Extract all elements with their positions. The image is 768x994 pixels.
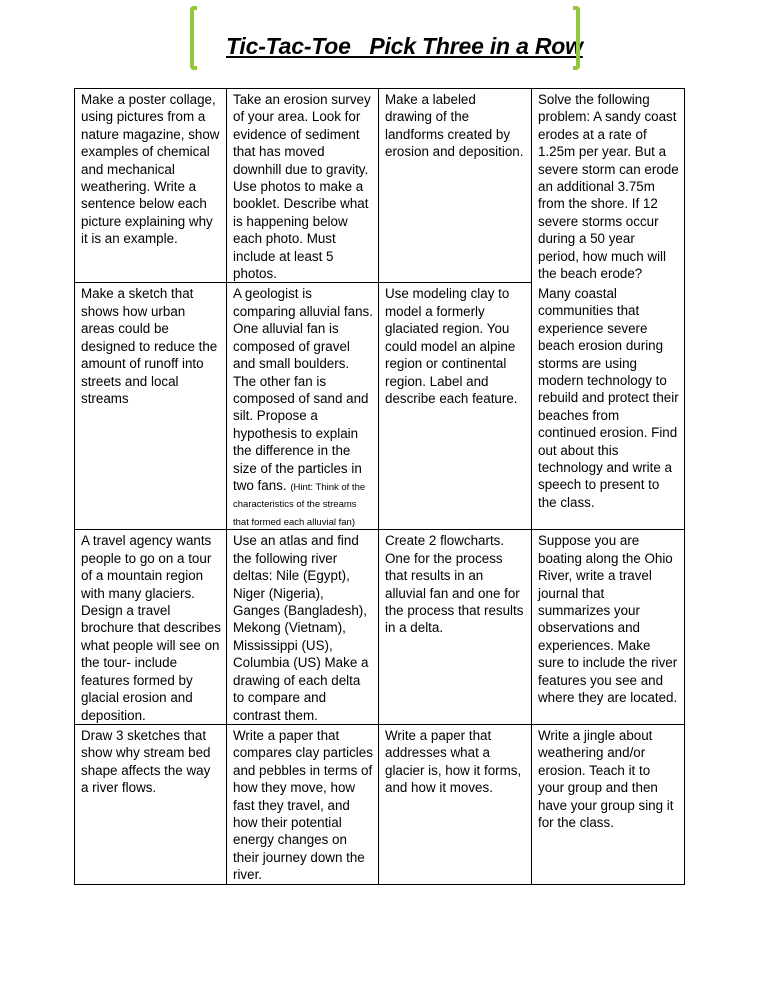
table-row (75, 283, 685, 530)
cell-text: Many coastal communities that experience severe beach erosion during storms are using modern technology to rebuild and protect their beaches from continued erosion. Find out about this technology and write a speech to present to the class. (538, 285, 679, 510)
cell-text: Draw 3 sketches that show why stream bed shape affects the way a river flows. (81, 727, 211, 796)
cell-text: Solve the following problem: A sandy coast erodes at a rate of 1.25m per year. But a severe storm can erode an additional 3.75m from the shore. If 12 severe storms occur during a 50 year period, how much will the beach erode? (538, 92, 679, 282)
table-row (75, 89, 685, 283)
cell-text: Use modeling clay to model a formerly glaciated region. You could model an alpine region or continental region. Label and describe each feature. (385, 286, 518, 406)
cell-text: Take an erosion survey of your area. Look for evidence of sediment that has moved downhill due to gravity. Use photos to make a booklet. Describe what is happening below each photo. Must include at least 5 photos. (233, 92, 371, 282)
table-cell (532, 89, 685, 283)
table-cell (75, 283, 227, 530)
table-row (75, 530, 685, 724)
right-bracket-decoration (573, 6, 580, 70)
cell-text: Write a paper that addresses what a glacier is, how it forms, and how it moves. (385, 727, 522, 796)
cell-text: Make a labeled drawing of the landforms created by erosion and deposition. (385, 92, 524, 160)
left-bracket-decoration (190, 6, 197, 70)
title-block (190, 6, 583, 70)
cell-text: A travel agency wants people to go on a tour of a mountain region with many glaciers. Design a travel brochure that describes what people will see on the tour- include features formed by glacial erosion and deposition. (81, 533, 221, 723)
table-cell (379, 724, 532, 884)
cell-text: Make a sketch that shows how urban areas could be designed to reduce the amount of runoff into streets and local streams (81, 286, 218, 406)
table-cell (227, 283, 379, 530)
table-cell (379, 530, 532, 724)
table-cell (379, 283, 532, 530)
cell-text: Write a jingle about weathering and/or erosion. Teach it to your group and then have your group sing it for the class. (538, 727, 674, 830)
table-cell (75, 724, 227, 884)
cell-text: Suppose you are boating along the Ohio River, write a travel journal that summarizes your observations and experiences. Make sure to include the river features you see and where they are located. (538, 533, 678, 706)
table-cell (532, 530, 685, 724)
cell-text: Create 2 flowcharts. One for the process that results in an alluvial fan and one for the process that results in a delta. (385, 533, 524, 636)
table-cell (75, 530, 227, 724)
choice-board-table (74, 88, 685, 885)
cell-text: A geologist is comparing alluvial fans. One alluvial fan is composed of gravel and small boulders. The other fan is composed of sand and silt. Propose a hypothesis to explain the difference in the size of the particles in two fans. (233, 286, 373, 493)
table-cell (532, 283, 685, 530)
table-cell (227, 724, 379, 884)
cell-text: Use an atlas and find the following river deltas: Nile (Egypt), Niger (Nigeria), Ganges (Bangladesh), Mekong (Vietnam), Mississippi (US), Columbia (US) Make a drawing of each delta to compare and contrast them. (233, 533, 369, 723)
table-cell (532, 724, 685, 884)
table-row (75, 724, 685, 884)
cell-text: Make a poster collage, using pictures from a nature magazine, show examples of chemical and mechanical weathering. Write a sentence below each picture explaining why it is an example. (81, 92, 220, 247)
table-cell (227, 89, 379, 283)
hint-text: (Hint: Think of the characteristics of the streams that formed each alluvial fan) (233, 481, 366, 528)
table-cell (227, 530, 379, 724)
table-cell (75, 89, 227, 283)
table-cell (379, 89, 532, 283)
page-title: Tic-Tac-Toe Pick Three in a Row (226, 33, 583, 59)
cell-text: Write a paper that compares clay particles and pebbles in terms of how they move, how fast they travel, and how their potential energy changes on their journey down the river. (233, 727, 373, 883)
